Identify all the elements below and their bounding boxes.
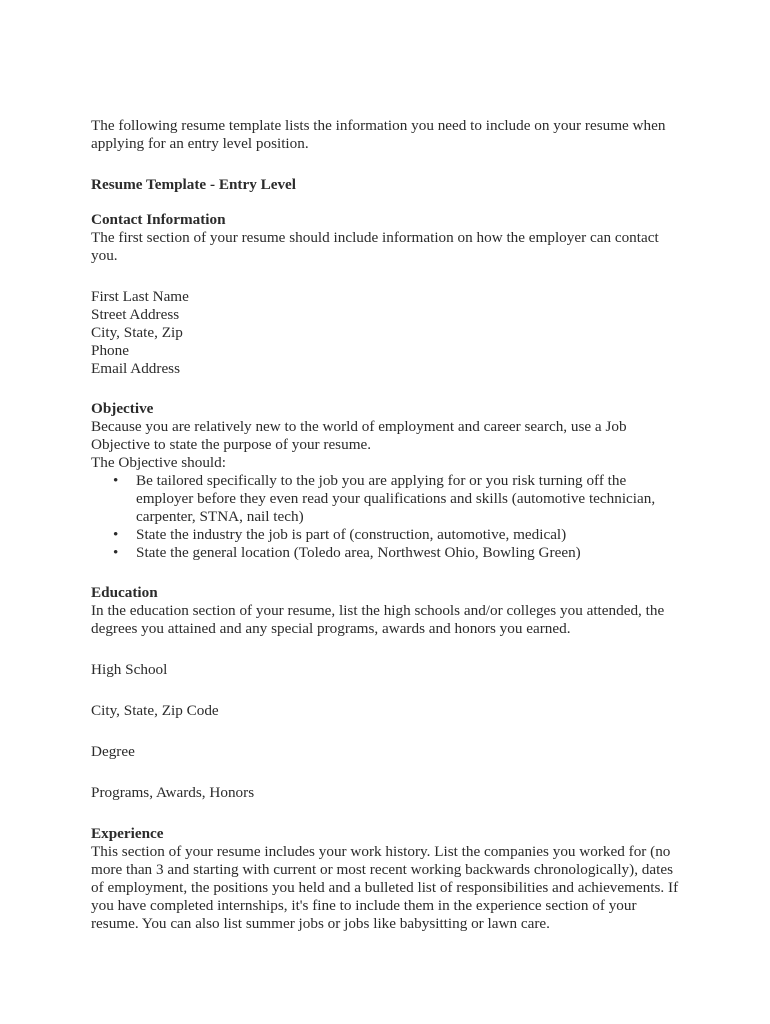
objective-section xyxy=(91,400,681,562)
experience-heading: Experience xyxy=(91,825,164,842)
education-item-degree: Degree xyxy=(91,743,135,760)
objective-heading: Objective xyxy=(91,400,154,417)
contact-line-city: City, State, Zip xyxy=(91,324,183,341)
education-item-school: High School xyxy=(91,661,168,678)
list-item xyxy=(91,472,681,526)
document-content xyxy=(91,117,681,933)
contact-line-phone: Phone xyxy=(91,342,129,359)
contact-line-name: First Last Name xyxy=(91,288,189,305)
contact-section xyxy=(91,211,681,378)
experience-section xyxy=(91,825,681,933)
education-item-location: City, State, Zip Code xyxy=(91,702,219,719)
experience-description: This section of your resume includes your work history. List the companies you worked for (no more than 3 and starting with current or most recent working backwards chronologically), dates of employment, the positions you held and a bulleted list of responsibilities and achievements. If you have completed internships, it's fine to include them in the experience section of your resume. You can also list summer jobs or jobs like babysitting or lawn care. xyxy=(91,843,679,932)
education-section xyxy=(91,584,681,802)
education-description: In the education section of your resume, list the high schools and/or colleges you attended, the degrees you attained and any special programs, awards and honors you earned. xyxy=(91,602,665,637)
education-item-honors: Programs, Awards, Honors xyxy=(91,784,255,801)
contact-description: The first section of your resume should include information on how the employer can contact you. xyxy=(91,229,659,264)
education-heading: Education xyxy=(91,584,158,601)
objective-should: The Objective should: xyxy=(91,454,226,471)
contact-heading: Contact Information xyxy=(91,211,226,228)
bullet-icon: • xyxy=(113,544,119,561)
bullet-text: State the general location (Toledo area, Northwest Ohio, Bowling Green) xyxy=(136,544,581,561)
list-item xyxy=(91,544,681,562)
bullet-icon: • xyxy=(113,526,119,543)
contact-line-street: Street Address xyxy=(91,306,180,323)
document-title: Resume Template - Entry Level xyxy=(91,176,297,193)
bullet-text: Be tailored specifically to the job you are applying for or you risk turning off the employer before they even read your qualifications and skills (automotive technician, carpenter, STNA, nail tech) xyxy=(136,472,656,525)
contact-line-email: Email Address xyxy=(91,360,181,377)
list-item xyxy=(91,526,681,544)
bullet-icon: • xyxy=(113,472,119,489)
objective-bullet-list xyxy=(91,472,681,562)
bullet-text: State the industry the job is part of (construction, automotive, medical) xyxy=(136,526,567,543)
objective-description: Because you are relatively new to the world of employment and career search, use a Job Objective to state the purpose of your resume. xyxy=(91,418,627,453)
intro-paragraph: The following resume template lists the information you need to include on your resume when applying for an entry level position. xyxy=(91,117,666,152)
